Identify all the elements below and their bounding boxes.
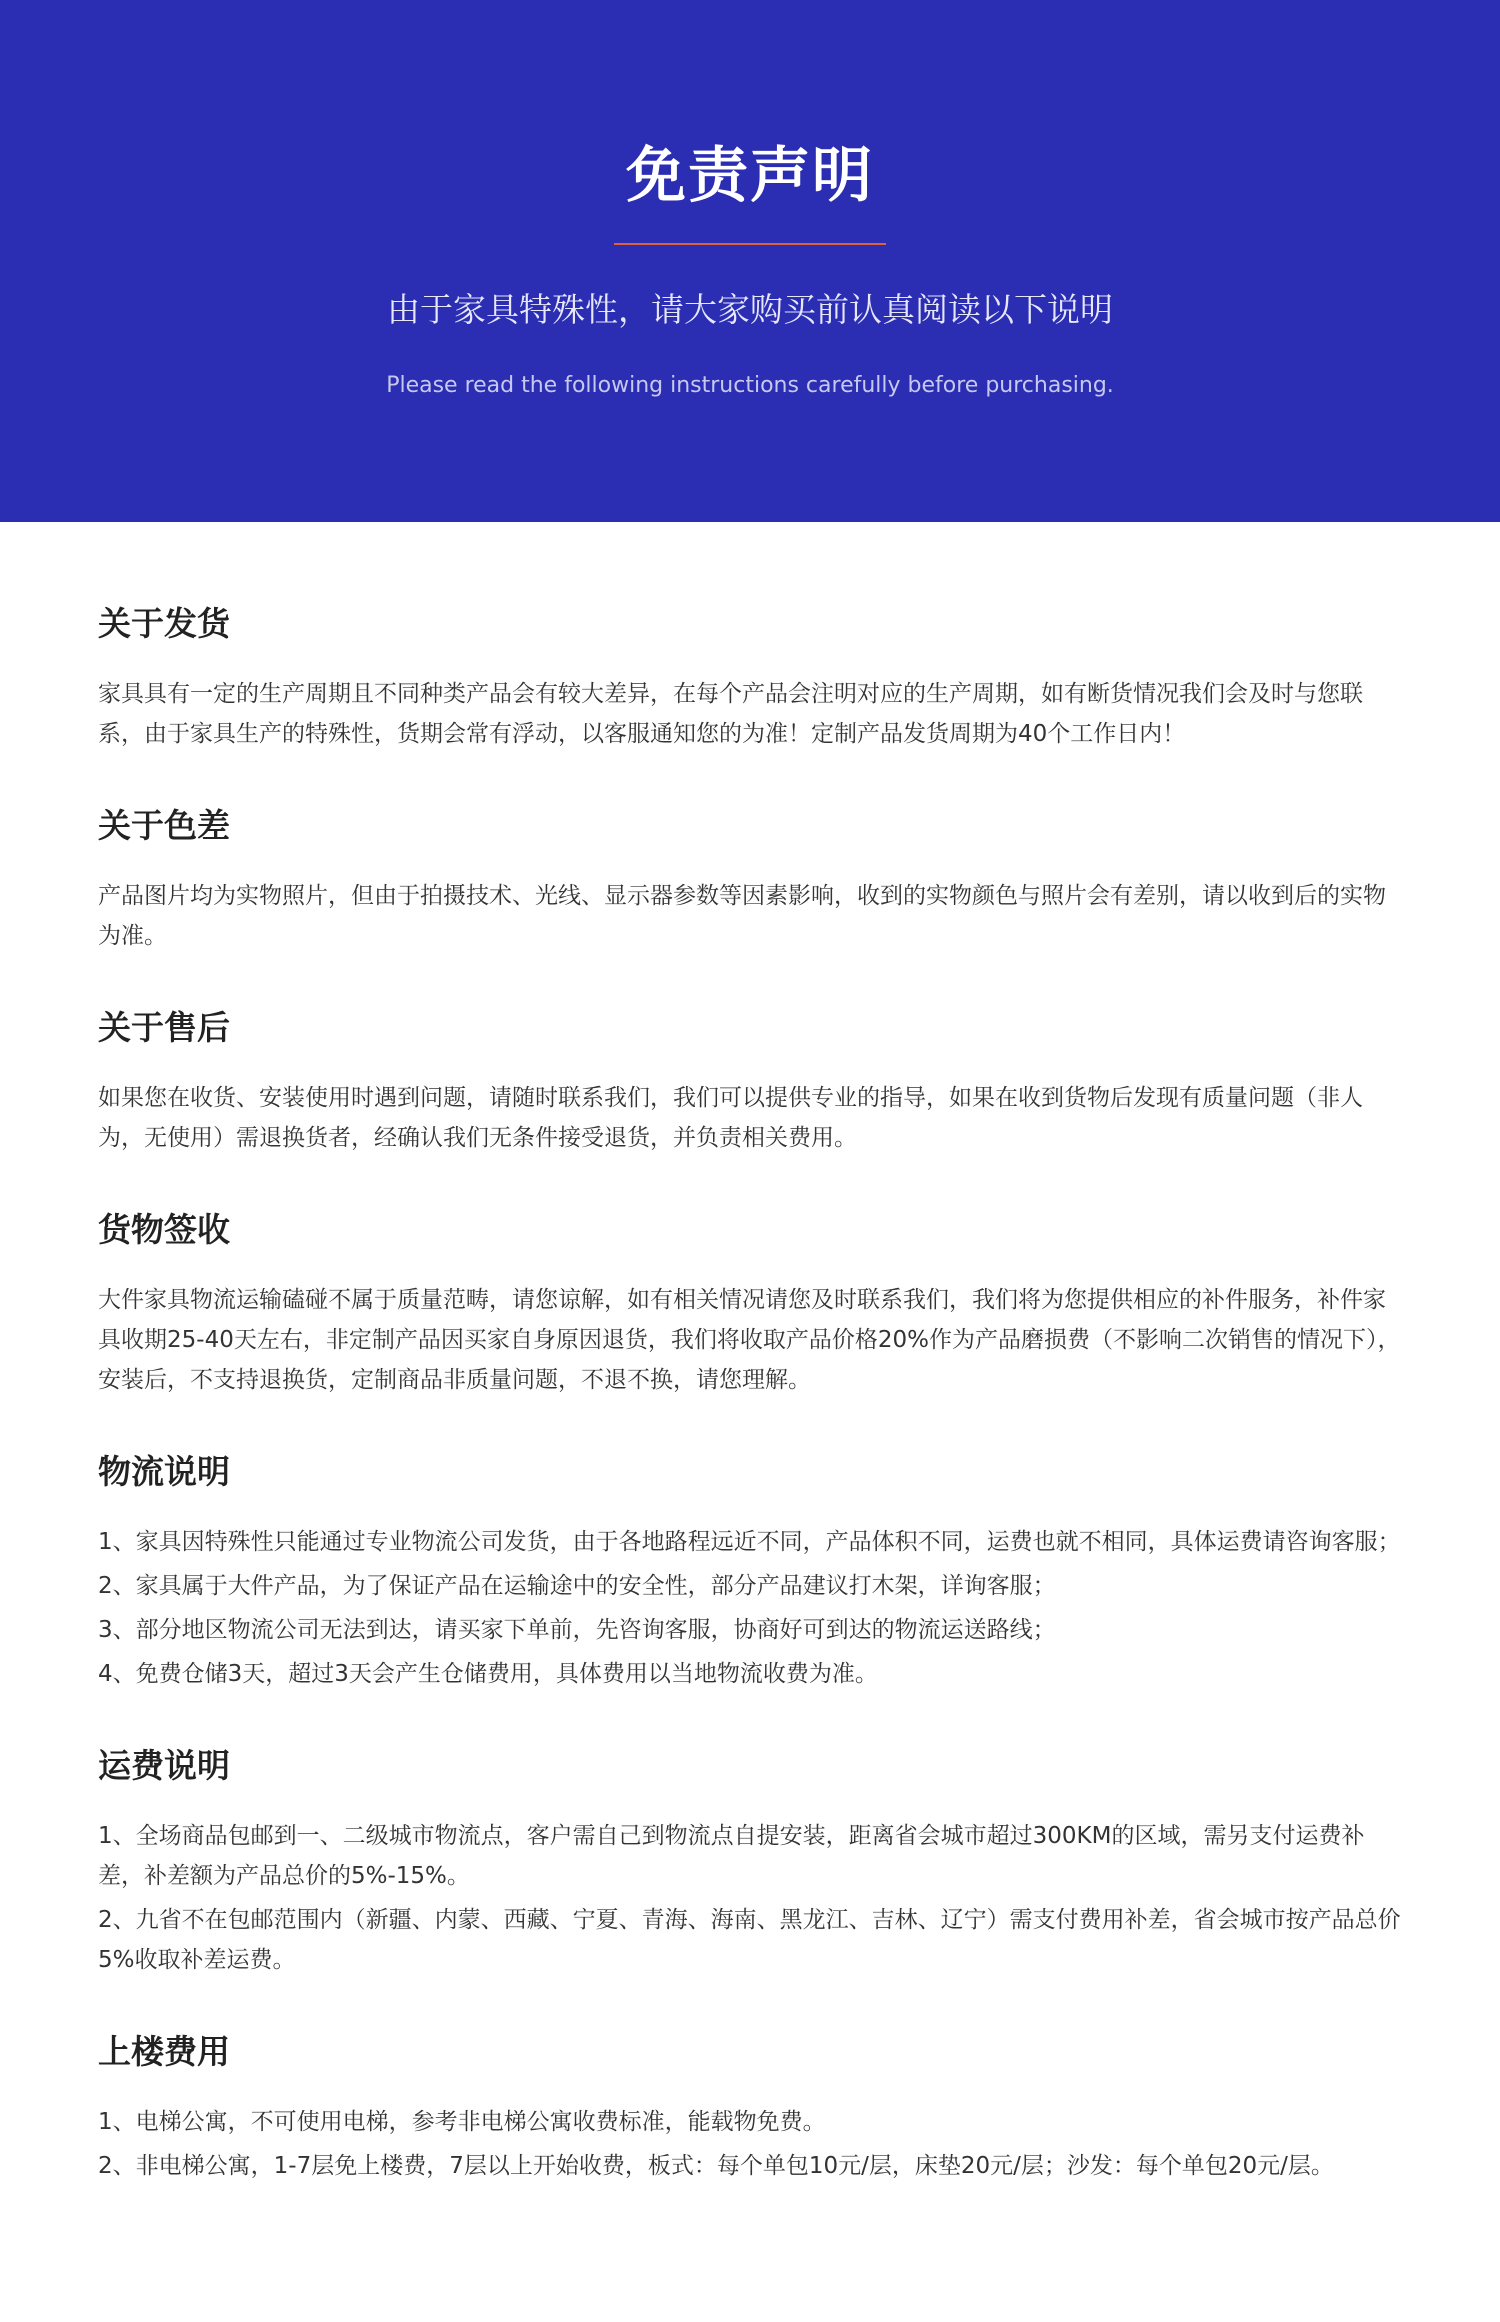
logistics-list xyxy=(98,1522,1402,1694)
section-text: 产品图片均为实物照片，但由于拍摄技术、光线、显示器参数等因素影响，收到的实物颜色与照片会有差别，请以收到后的实物为准。 xyxy=(98,883,1386,949)
freight-list xyxy=(98,1816,1402,1980)
list-item: 4、免费仓储3天，超过3天会产生仓储费用，具体费用以当地物流收费为准。 xyxy=(98,1661,878,1687)
list-item: 3、部分地区物流公司无法到达，请买家下单前，先咨询客服，协商好可到达的物流运送路线； xyxy=(98,1617,1056,1643)
list-item: 2、非电梯公寓，1-7层免上楼费，7层以上开始收费，板式：每个单包10元/层，床垫20元/层；沙发：每个单包20元/层。 xyxy=(98,2153,1334,2179)
list-item: 2、家具属于大件产品，为了保证产品在运输途中的安全性，部分产品建议打木架，详询客服； xyxy=(98,1573,1056,1599)
upstairs-fee-list xyxy=(98,2102,1402,2186)
title-divider xyxy=(614,243,886,245)
section-heading: 关于售后 xyxy=(98,1008,230,1047)
list-item: 1、电梯公寓，不可使用电梯，参考非电梯公寓收费标准，能载物免费。 xyxy=(98,2109,826,2135)
page-subtitle-english: Please read the following instructions carefully before purchasing. xyxy=(386,373,1114,398)
section-text: 如果您在收货、安装使用时遇到问题，请随时联系我们，我们可以提供专业的指导，如果在收到货物后发现有质量问题（非人为，无使用）需退换货者，经确认我们无条件接受退货，并负责相关费用。 xyxy=(98,1085,1363,1151)
section-heading: 货物签收 xyxy=(98,1210,230,1249)
page-subtitle: 由于家具特殊性，请大家购买前认真阅读以下说明 xyxy=(387,290,1113,329)
section-shipping xyxy=(98,600,1402,754)
section-goods-receipt xyxy=(98,1206,1402,1400)
list-item: 2、九省不在包邮范围内（新疆、内蒙、西藏、宁夏、青海、海南、黑龙江、吉林、辽宁）需支付费用补差，省会城市按产品总价5%收取补差运费。 xyxy=(98,1907,1401,1973)
list-item: 1、家具因特殊性只能通过专业物流公司发货，由于各地路程远近不同，产品体积不同，运费也就不相同，具体运费请咨询客服； xyxy=(98,1529,1401,1555)
section-upstairs-fee xyxy=(98,2028,1402,2186)
section-color-difference xyxy=(98,802,1402,956)
section-text: 大件家具物流运输磕碰不属于质量范畴，请您谅解，如有相关情况请您及时联系我们，我们将为您提供相应的补件服务，补件家具收期25-40天左右，非定制产品因买家自身原因退货，我们将收取产品价格20%作为产品磨损费（不影响二次销售的情况下），安装后，不支持退换货，定制商品非质量问题，不退不换，请您理解。 xyxy=(98,1287,1401,1393)
section-freight xyxy=(98,1742,1402,1980)
section-heading: 关于发货 xyxy=(98,604,230,643)
section-text: 家具具有一定的生产周期且不同种类产品会有较大差异，在每个产品会注明对应的生产周期，如有断货情况我们会及时与您联系，由于家具生产的特殊性，货期会常有浮动，以客服通知您的为准！定制产品发货周期为40个工作日内！ xyxy=(98,681,1363,747)
section-heading: 物流说明 xyxy=(98,1452,230,1491)
section-logistics xyxy=(98,1448,1402,1694)
header-banner xyxy=(0,0,1500,522)
page-title: 免责声明 xyxy=(626,141,874,211)
section-heading: 上楼费用 xyxy=(98,2032,230,2071)
list-item: 1、全场商品包邮到一、二级城市物流点，客户需自己到物流点自提安装，距离省会城市超过300KM的区域，需另支付运费补差，补差额为产品总价的5%-15%。 xyxy=(98,1823,1365,1889)
section-heading: 关于色差 xyxy=(98,806,230,845)
section-heading: 运费说明 xyxy=(98,1746,230,1785)
content-area xyxy=(0,522,1500,2186)
section-after-sales xyxy=(98,1004,1402,1158)
